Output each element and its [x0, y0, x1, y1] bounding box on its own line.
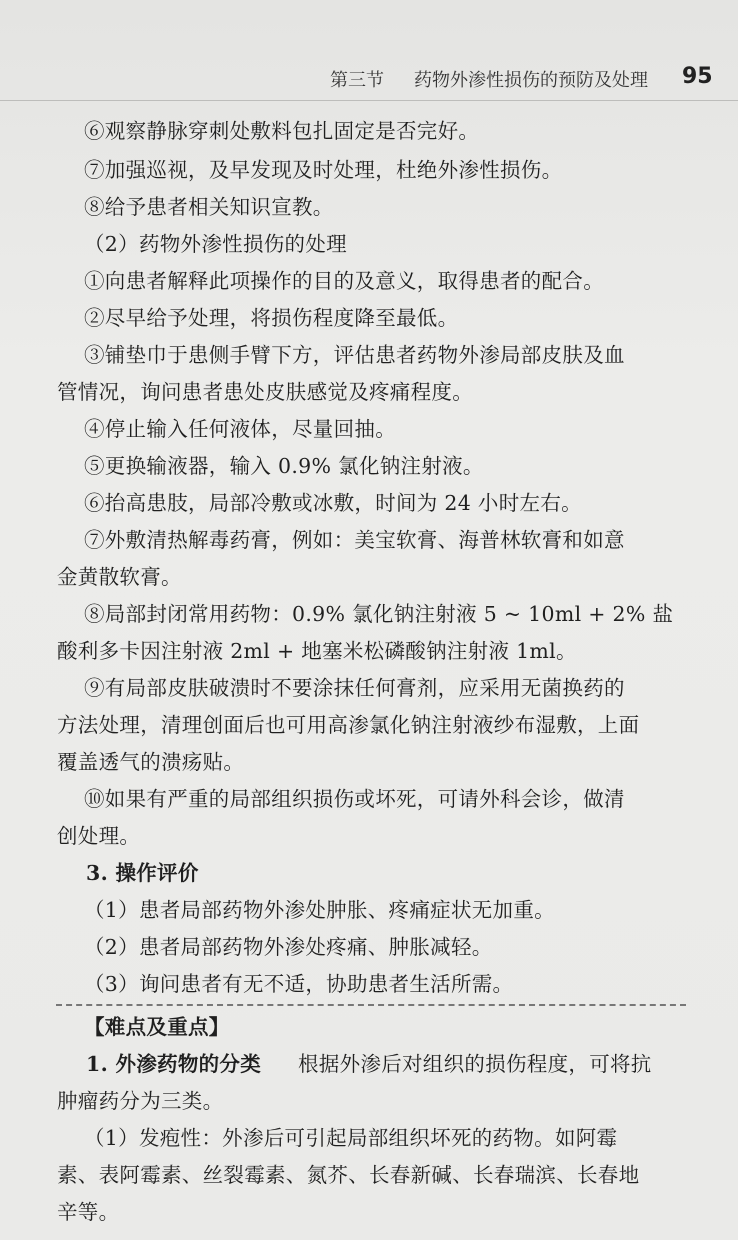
section-divider: [56, 1004, 686, 1006]
key-points-heading: 【难点及重点】: [84, 1015, 230, 1039]
header-rule: [0, 100, 738, 101]
text-line: ⑩如果有严重的局部组织损伤或坏死，可请外科会诊，做清: [84, 787, 625, 811]
text-line: （3）询问患者有无不适，协助患者生活所需。: [84, 972, 514, 996]
text-line: 素、表阿霉素、丝裂霉素、氮芥、长春新碱、长春瑞滨、长春地: [57, 1163, 640, 1187]
text-line: ①向患者解释此项操作的目的及意义，取得患者的配合。: [84, 269, 604, 293]
text-line: ④停止输入任何液体，尽量回抽。: [84, 417, 396, 441]
text-line: ⑧给予患者相关知识宣教。: [84, 195, 334, 219]
section-heading: 3. 操作评价: [86, 861, 199, 885]
header-title: 药物外渗性损伤的预防及处理: [414, 70, 648, 91]
text-line: ⑤更换输液器，输入 0.9% 氯化钠注射液。: [84, 454, 484, 478]
text-line: ⑧局部封闭常用药物：0.9% 氯化钠注射液 5 ~ 10ml + 2% 盐: [84, 602, 674, 626]
header-section: 第三节: [330, 70, 384, 91]
text-line: ⑦加强巡视，及早发现及时处理，杜绝外渗性损伤。: [84, 158, 563, 182]
subheading-classification: 1. 外渗药物的分类: [86, 1052, 262, 1076]
text-line: ⑨有局部皮肤破溃时不要涂抹任何膏剂，应采用无菌换药的: [84, 676, 625, 700]
text-line: ⑥抬高患肢，局部冷敷或冰敷，时间为 24 小时左右。: [84, 491, 582, 515]
text-line: （2）患者局部药物外渗处疼痛、肿胀减轻。: [84, 935, 493, 959]
text-line: 管情况，询问患者患处皮肤感觉及疼痛程度。: [57, 380, 473, 404]
text-line: ②尽早给予处理，将损伤程度降至最低。: [84, 306, 459, 330]
page-number: 95: [682, 64, 713, 89]
text-line: 创处理。: [57, 824, 141, 848]
running-header: [0, 66, 738, 96]
text-line: 金黄散软膏。: [57, 565, 182, 589]
text-line: 酸利多卡因注射液 2ml + 地塞米松磷酸钠注射液 1ml。: [57, 639, 577, 663]
text-line: ③铺垫巾于患侧手臂下方，评估患者药物外渗局部皮肤及血: [84, 343, 625, 367]
text-line: （1）患者局部药物外渗处肿胀、疼痛症状无加重。: [84, 898, 555, 922]
text-line: 根据外渗后对组织的损伤程度，可将抗: [298, 1052, 652, 1076]
text-line: 辛等。: [57, 1200, 120, 1224]
subsection-heading: （2）药物外渗性损伤的处理: [84, 232, 347, 256]
text-line: ⑥观察静脉穿刺处敷料包扎固定是否完好。: [84, 119, 480, 143]
text-line: 肿瘤药分为三类。: [57, 1089, 224, 1113]
text-line: 方法处理，清理创面后也可用高渗氯化钠注射液纱布湿敷，上面: [57, 713, 640, 737]
text-line: ⑦外敷清热解毒药膏，例如：美宝软膏、海普林软膏和如意: [84, 528, 625, 552]
text-line: 覆盖透气的溃疡贴。: [57, 750, 245, 774]
text-line: （1）发疱性：外渗后可引起局部组织坏死的药物。如阿霉: [84, 1126, 618, 1150]
